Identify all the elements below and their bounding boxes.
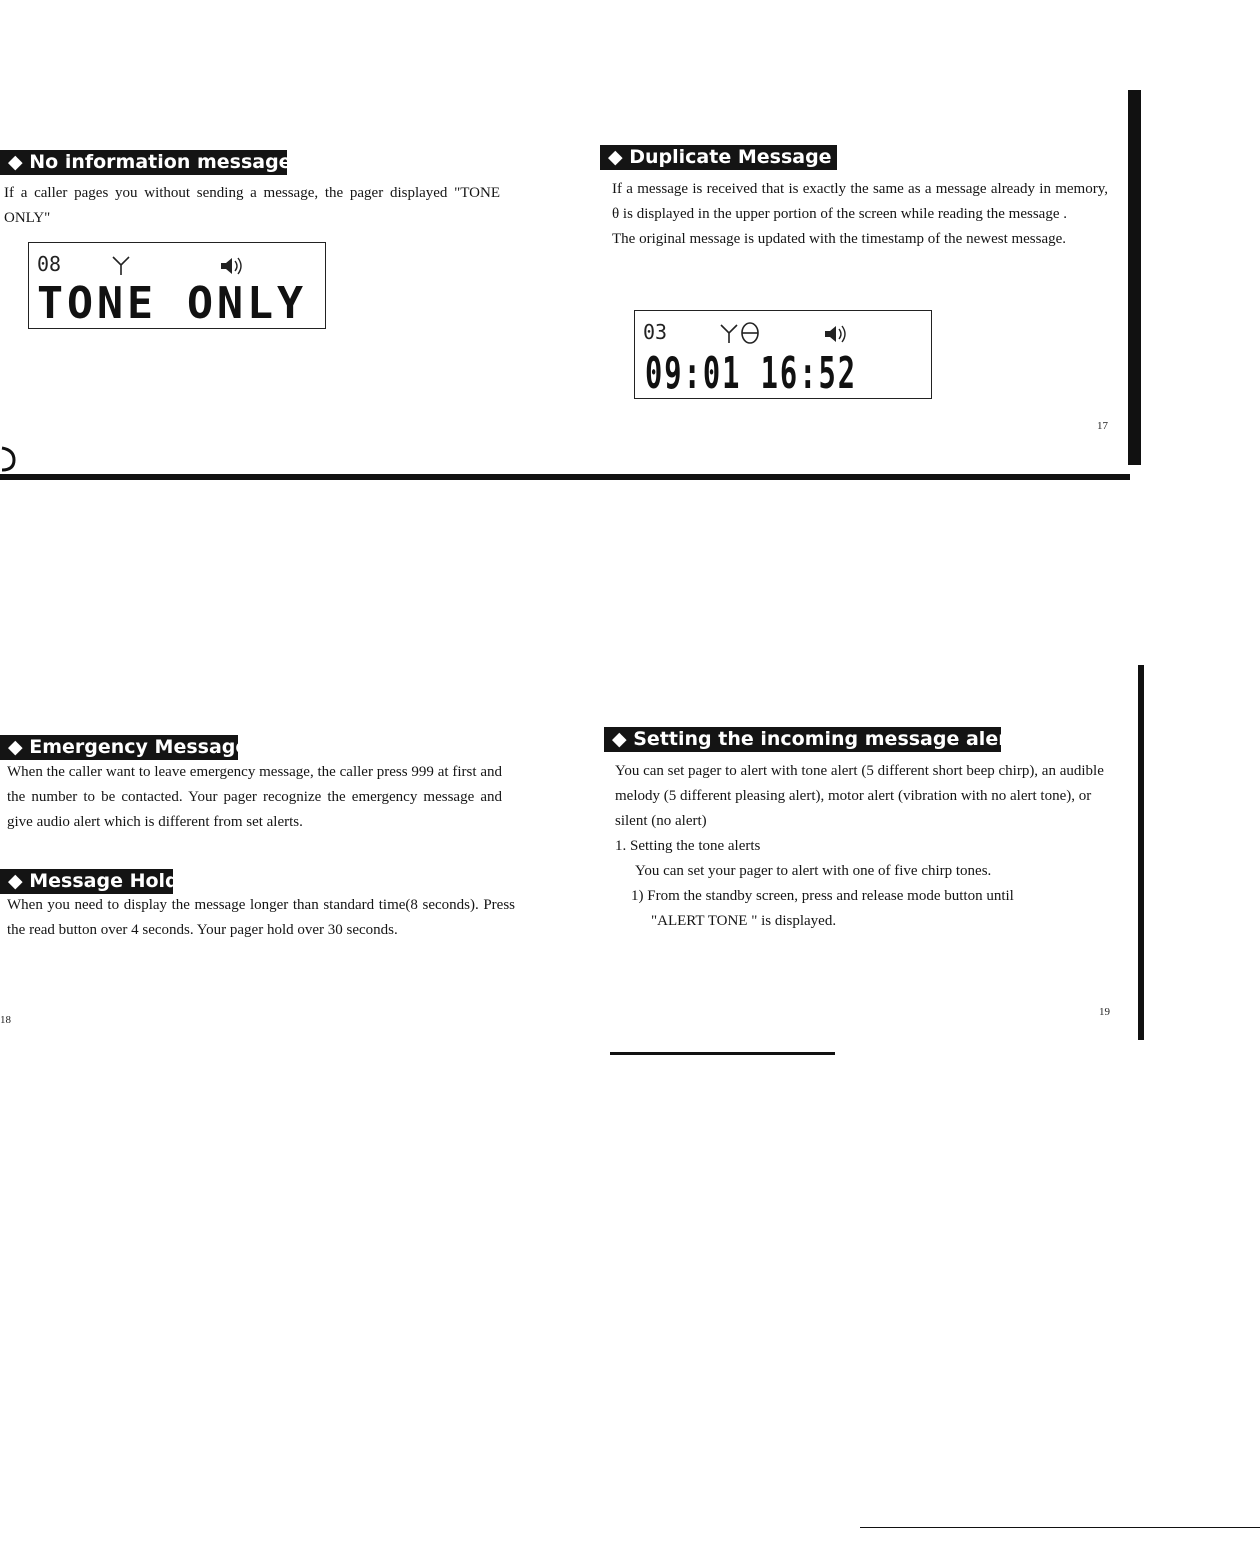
step-1-1-continuation: "ALERT TONE " is displayed. — [651, 913, 837, 929]
heading-text: Message Hold — [29, 870, 179, 892]
page-number-17: 17 — [1097, 420, 1108, 432]
heading-text: No information message — [29, 151, 292, 173]
heading-text: Setting the incoming message alert — [633, 728, 1017, 750]
duplicate-icon — [742, 323, 758, 343]
speaker-icon — [221, 258, 241, 274]
diamond-bullet-icon: ◆ — [608, 146, 623, 168]
pager-display-tone-only — [28, 242, 326, 329]
antenna-icon — [113, 257, 129, 275]
diamond-bullet-icon: ◆ — [8, 736, 23, 758]
page-divider-rule — [610, 1052, 835, 1055]
binder-hole-mark — [0, 440, 18, 474]
antenna-icon — [721, 325, 737, 343]
paragraph-text: When the caller want to leave emergency message, the caller press 999 at first and the number to be contacted. Your pager recognize the emergency message and give audio alert which is different from set alerts. — [7, 764, 502, 830]
paragraph-text-1: If a message is received that is exactly the same as a message already in memory, θ is displayed in the upper portion of the screen while reading the message . — [612, 181, 1108, 222]
page-number-18: 18 — [0, 1014, 11, 1026]
heading-text: Duplicate Message — [629, 146, 832, 168]
diamond-bullet-icon: ◆ — [8, 151, 23, 173]
message-counter: 03 — [643, 320, 668, 344]
message-hold-paragraph — [7, 893, 515, 943]
paragraph-text-2: The original message is updated with the timestamp of the newest message. — [612, 231, 1067, 247]
step-1-description: You can set your pager to alert with one of five chirp tones. — [635, 863, 992, 879]
page-divider-rule — [0, 474, 1130, 480]
step-1-title: 1. Setting the tone alerts — [615, 838, 761, 854]
page-bottom-rule — [860, 1527, 1260, 1528]
page-edge-bar — [1128, 90, 1141, 465]
incoming-message-alert-paragraph — [615, 759, 1105, 934]
pager-display-duplicate — [634, 310, 932, 399]
step-1-1-instruction: 1) From the standby screen, press and release mode button until — [631, 888, 1014, 904]
section-heading-emergency-message — [0, 735, 249, 760]
diamond-bullet-icon: ◆ — [8, 870, 23, 892]
paragraph-text: You can set pager to alert with tone alert (5 different short beep chirp), an audible melody (5 different pleasing alert), motor alert (vibration with no alert tone), or silent (no alert) — [615, 763, 1104, 829]
paragraph-text: If a caller pages you without sending a message, the pager displayed "TONE ONLY" — [4, 185, 500, 226]
display-text: 09:01 16:52 — [645, 348, 857, 399]
heading-text: Emergency Message — [29, 736, 249, 758]
display-text: TONE ONLY — [37, 278, 307, 329]
no-information-paragraph — [4, 181, 500, 231]
diamond-bullet-icon: ◆ — [612, 728, 627, 750]
section-heading-message-hold — [0, 869, 179, 894]
duplicate-message-paragraph — [612, 177, 1108, 252]
speaker-icon — [825, 326, 845, 342]
message-counter: 08 — [37, 252, 62, 276]
page-number-19: 19 — [1099, 1006, 1110, 1018]
emergency-message-paragraph — [7, 760, 502, 835]
section-heading-no-information-message — [0, 150, 292, 175]
section-heading-duplicate-message — [600, 145, 837, 170]
page-edge-bar — [1138, 665, 1144, 1040]
paragraph-text: When you need to display the message longer than standard time(8 seconds). Press the read button over 4 seconds. Your pager hold over 30 seconds. — [7, 897, 515, 938]
section-heading-incoming-message-alert — [604, 727, 1017, 752]
